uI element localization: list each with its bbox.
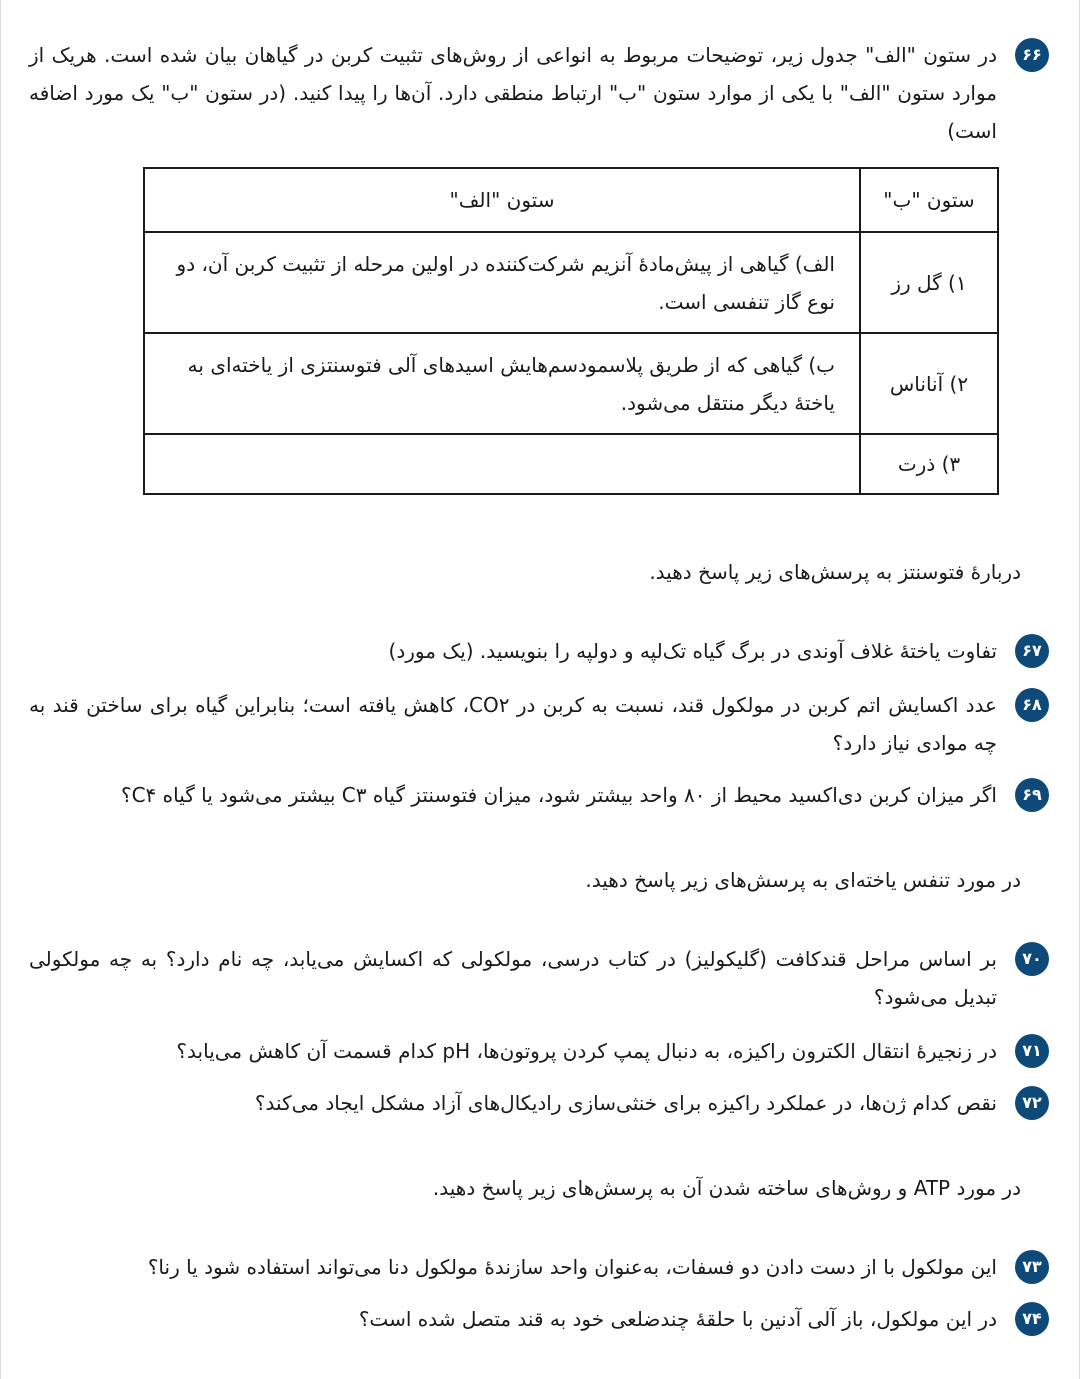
question-number-badge: ۶۹ — [1015, 778, 1049, 812]
question-text: در زنجیرهٔ انتقال الکترون راکیزه، به دنبال پمپ کردن پروتون‌ها، pH کدام قسمت آن کاهش می‌یابد؟ — [176, 1039, 997, 1063]
question-70 — [29, 940, 1049, 1016]
column-b-header: ستون "ب" — [860, 168, 998, 232]
section-heading-atp: در مورد ATP و روش‌های ساخته شدن آن به پرسش‌های زیر پاسخ دهید. — [432, 1176, 1021, 1200]
question-68 — [29, 686, 1049, 762]
question-71 — [29, 1032, 1049, 1070]
table-row — [144, 333, 998, 434]
question-69 — [29, 776, 1049, 814]
question-number-badge: ۶۷ — [1015, 634, 1049, 668]
question-text: اگر میزان کربن دی‌اکسید محیط از ۸۰ واحد بیشتر شود، میزان فتوسنتز گیاه C۳ بیشتر می‌شود یا گیاه C۴؟ — [120, 783, 997, 807]
question-number-badge: ۷۳ — [1015, 1250, 1049, 1284]
question-number-badge: ۷۲ — [1015, 1086, 1049, 1120]
question-text: در ستون "الف" جدول زیر، توضیحات مربوط به انواعی از روش‌های تثبیت کربن در گیاهان بیان شده است. هریک از موارد ستون "الف" با یکی از موارد ستون "ب" ارتباط منطقی دارد. آن‌ها را پیدا کنید. (در ستون "ب" یک مورد اضافه است) — [29, 43, 997, 143]
question-number-badge: ۶۶ — [1015, 38, 1049, 72]
question-text: در این مولکول، باز آلی آدنین با حلقهٔ چندضلعی خود به قند متصل شده است؟ — [358, 1307, 997, 1331]
table-cell-a: ب) گیاهی که از طریق پلاسمودسم‌هایش اسیدهای آلی فتوسنتزی از یاخته‌ای به یاختهٔ دیگر منتقل می‌شود. — [144, 333, 860, 434]
question-text: این مولکول با از دست دادن دو فسفات، به‌عنوان واحد سازندهٔ مولکول دنا می‌تواند استفاده شود یا رنا؟ — [147, 1255, 997, 1279]
question-number-badge: ۷۱ — [1015, 1034, 1049, 1068]
question-72 — [29, 1084, 1049, 1122]
table-cell-a: الف) گیاهی از پیش‌مادهٔ آنزیم شرکت‌کننده در اولین مرحله از تثبیت کربن آن، دو نوع گاز تنفسی است. — [144, 232, 860, 333]
question-73 — [29, 1248, 1049, 1286]
table-cell-b: ۳) ذرت — [860, 434, 998, 494]
question-74 — [29, 1300, 1049, 1338]
table-cell-b: ۲) آناناس — [860, 333, 998, 434]
question-number-badge: ۷۰ — [1015, 942, 1049, 976]
question-text: تفاوت یاختهٔ غلاف آوندی در برگ گیاه تک‌لپه و دولپه را بنویسید. (یک مورد) — [388, 639, 997, 663]
section-heading-photosynthesis: دربارهٔ فتوسنتز به پرسش‌های زیر پاسخ دهید. — [649, 560, 1021, 584]
table-cell-a — [144, 434, 860, 494]
table-row — [144, 434, 998, 494]
section-heading-respiration: در مورد تنفس یاخته‌ای به پرسش‌های زیر پاسخ دهید. — [585, 868, 1021, 892]
question-66 — [29, 36, 1049, 150]
question-number-badge: ۷۴ — [1015, 1302, 1049, 1336]
matching-table — [143, 167, 999, 495]
table-header-row — [144, 168, 998, 232]
table-cell-b: ۱) گل رز — [860, 232, 998, 333]
question-text: عدد اکسایش اتم کربن در مولکول قند، نسبت به کربن در CO۲، کاهش یافته است؛ بنابراین گیاه برای ساختن قند به چه موادی نیاز دارد؟ — [29, 693, 997, 755]
table-row — [144, 232, 998, 333]
question-text: بر اساس مراحل قندکافت (گلیکولیز) در کتاب درسی، مولکولی که اکسایش می‌یابد، چه نام دارد؟ به چه مولکولی تبدیل می‌شود؟ — [29, 947, 997, 1009]
question-67 — [29, 632, 1049, 670]
question-number-badge: ۶۸ — [1015, 688, 1049, 722]
question-text: نقص کدام ژن‌ها، در عملکرد راکیزه برای خنثی‌سازی رادیکال‌های آزاد مشکل ایجاد می‌کند؟ — [254, 1091, 997, 1115]
column-a-header: ستون "الف" — [144, 168, 860, 232]
